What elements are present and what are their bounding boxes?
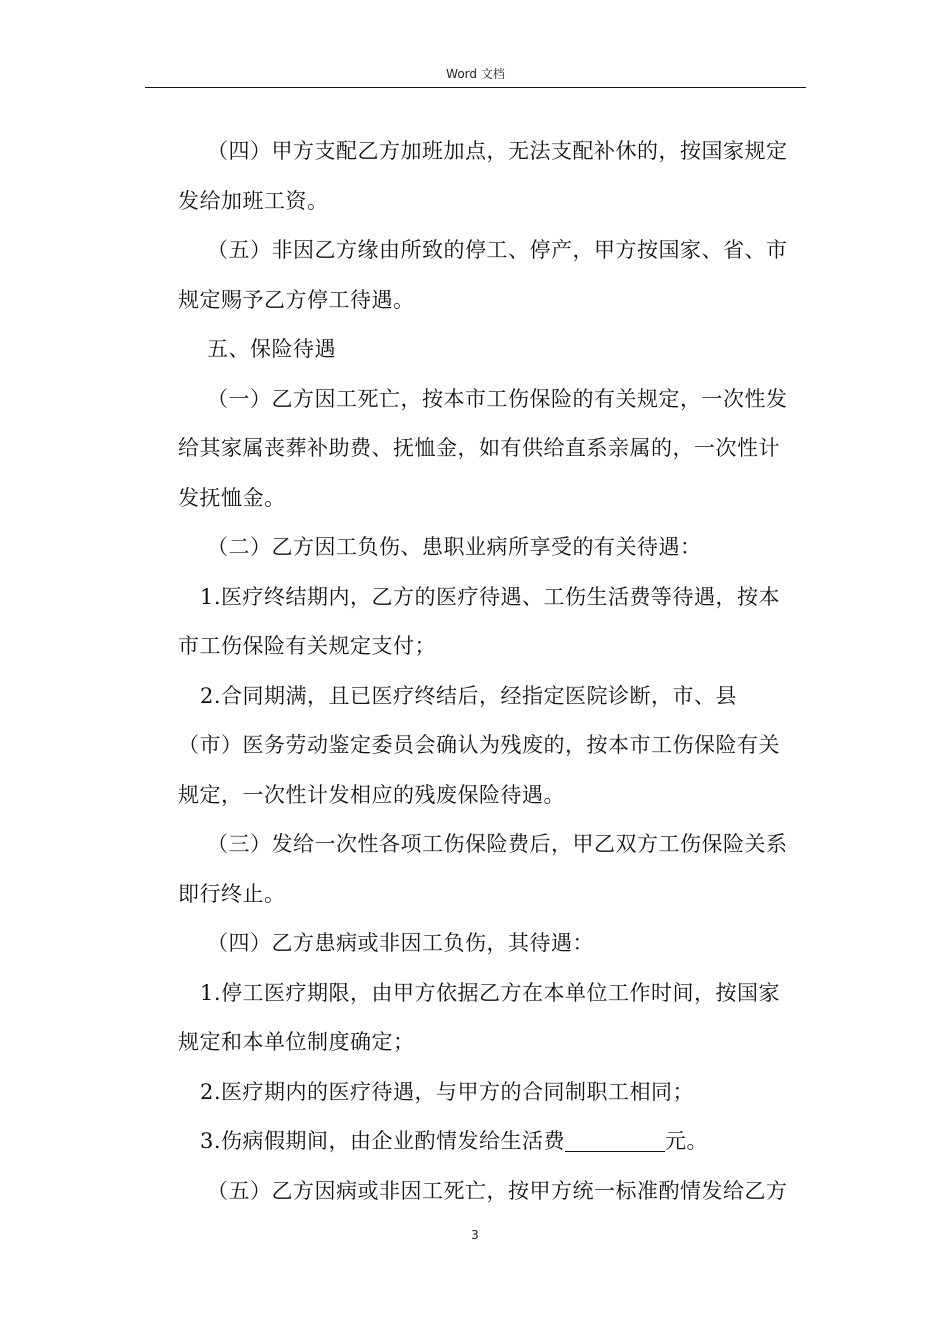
paragraph-line: 规定赐予乙方停工待遇。 — [178, 287, 415, 312]
paragraph-line: （四）乙方患病或非因工负伤，其待遇： — [207, 931, 594, 955]
paragraph-text: 3.伤病假期间，由企业酌情发给生活费 — [200, 1129, 566, 1153]
paragraph-line: 发抚恤金。 — [178, 485, 286, 510]
paragraph-line: 2.合同期满，且已医疗终结后，经指定医院诊断，市、县 — [200, 683, 738, 708]
document-body — [178, 127, 808, 1216]
paragraph-line: （一）乙方因工死亡，按本市工伤保险的有关规定，一次性发 — [207, 386, 788, 411]
fill-in-blank — [565, 1130, 665, 1152]
section-heading: 五、保险待遇 — [207, 337, 336, 361]
paragraph-text-suffix: 元。 — [665, 1129, 709, 1153]
paragraph-line-with-blank — [178, 1117, 808, 1167]
paragraph-line: 1.医疗终结期内，乙方的医疗待遇、工伤生活费等待遇，按本 — [200, 584, 781, 609]
paragraph-line: （五）非因乙方缘由所致的停工、停产，甲方按国家、省、市 — [207, 238, 788, 262]
paragraph-line: 1.停工医疗期限，由甲方依据乙方在本单位工作时间，按国家 — [200, 980, 781, 1005]
paragraph-line: 即行终止。 — [178, 881, 286, 906]
page-number: 3 — [471, 1228, 479, 1242]
paragraph-line: 2.医疗期内的医疗待遇，与甲方的合同制职工相同； — [200, 1079, 695, 1104]
paragraph-line: （五）乙方因病或非因工死亡，按甲方统一标准酌情发给乙方 — [207, 1178, 788, 1203]
paragraph-line: 规定和本单位制度确定； — [178, 1030, 415, 1054]
paragraph-line: 给其家属丧葬补助费、抚恤金，如有供给直系亲属的，一次性计 — [178, 436, 780, 460]
paragraph-line: 规定，一次性计发相应的残废保险待遇。 — [178, 782, 565, 807]
paragraph-line: 发给加班工资。 — [178, 188, 329, 213]
paragraph-line: 市工伤保险有关规定支付； — [178, 634, 436, 658]
paragraph-line: （三）发给一次性各项工伤保险费后，甲乙双方工伤保险关系 — [207, 832, 788, 856]
page-header: Word 文档 — [446, 67, 505, 81]
header-divider — [145, 87, 806, 88]
paragraph-line: （四）甲方支配乙方加班加点，无法支配补休的，按国家规定 — [207, 139, 788, 163]
paragraph-line: （市）医务劳动鉴定委员会确认为残废的，按本市工伤保险有关 — [178, 733, 780, 757]
paragraph-line: （二）乙方因工负伤、患职业病所享受的有关待遇： — [207, 535, 702, 559]
